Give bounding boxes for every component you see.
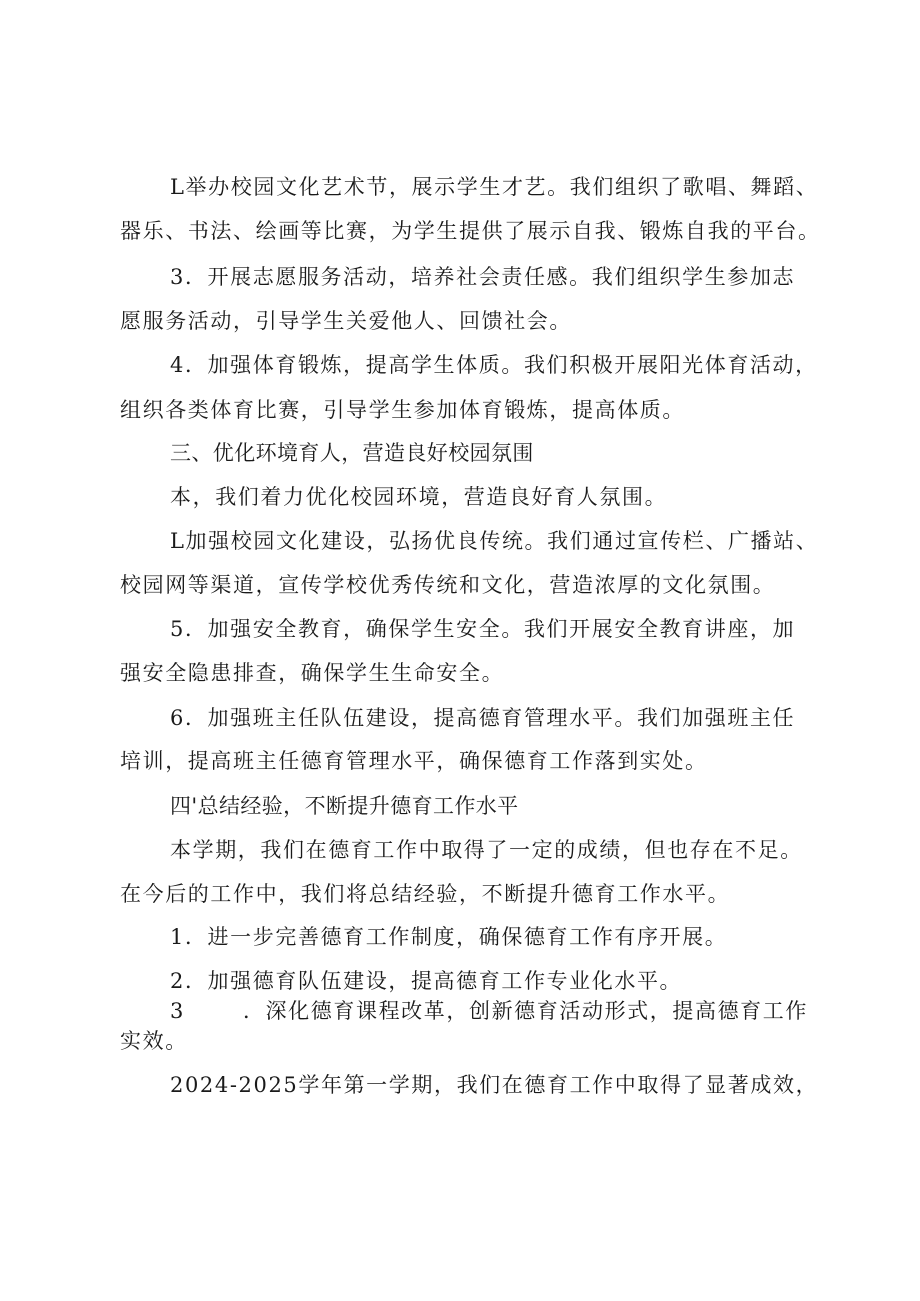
list-number: 3 [170,999,185,1023]
paragraph-line: 本，我们着力优化校园环境，营造良好育人氛围。 [170,485,668,509]
paragraph-line: 强安全隐患排查，确保学生生命安全。 [120,661,505,685]
paragraph-line: 2．加强德育队伍建设，提高德育工作专业化水平。 [170,969,683,993]
paragraph-line: 校园网等渠道，宣传学校优秀传统和文化，营造浓厚的文化氛围。 [120,573,776,597]
paragraph-line: 4．加强体育锻炼，提高学生体质。我们积极开展阳光体育活动， [170,353,818,377]
paragraph-line: 2024-2025学年第一学期，我们在德育工作中取得了显著成效， [170,1073,819,1097]
paragraph-line: 6．加强班主任队伍建设，提高德育管理水平。我们加强班主任 [170,706,796,730]
paragraph-line: 愿服务活动，引导学生关爱他人、回馈社会。 [120,309,572,333]
paragraph-line: 3．开展志愿服务活动，培养社会责任感。我们组织学生参加志 [170,265,796,289]
paragraph-line: 培训，提高班主任德育管理水平，确保德育工作落到实处。 [120,749,708,773]
paragraph-line: 器乐、书法、绘画等比赛，为学生提供了展示自我、锻炼自我的平台。 [120,219,821,243]
paragraph-line: 组织各类体育比赛，引导学生参加体育锻炼，提高体质。 [120,398,685,422]
paragraph-line: 5．加强安全教育，确保学生安全。我们开展安全教育讲座，加 [170,617,796,641]
list-text: ．深化德育课程改革，创新德育活动形式，提高德育工作 [242,999,808,1023]
paragraph-line: L举办校园文化艺术节，展示学生才艺。我们组织了歌唱、舞蹈、 [170,175,819,199]
section-heading-4: 四'总结经验，不断提升德育工作水平 [170,794,519,818]
paragraph-line [170,996,808,1026]
paragraph-line: L加强校园文化建设，弘扬优良传统。我们通过宣传栏、广播站、 [170,529,819,553]
paragraph-line: 本学期，我们在德育工作中取得了一定的成绩，但也存在不足。 [170,838,803,862]
paragraph-line: 在今后的工作中，我们将总结经验，不断提升德育工作水平。 [120,882,731,906]
paragraph-line: 1．进一步完善德育工作制度，确保德育工作有序开展。 [170,925,728,949]
paragraph-line: 实效。 [120,1029,188,1053]
section-heading-3: 三、优化环境育人，营造良好校园氛围 [170,441,534,465]
